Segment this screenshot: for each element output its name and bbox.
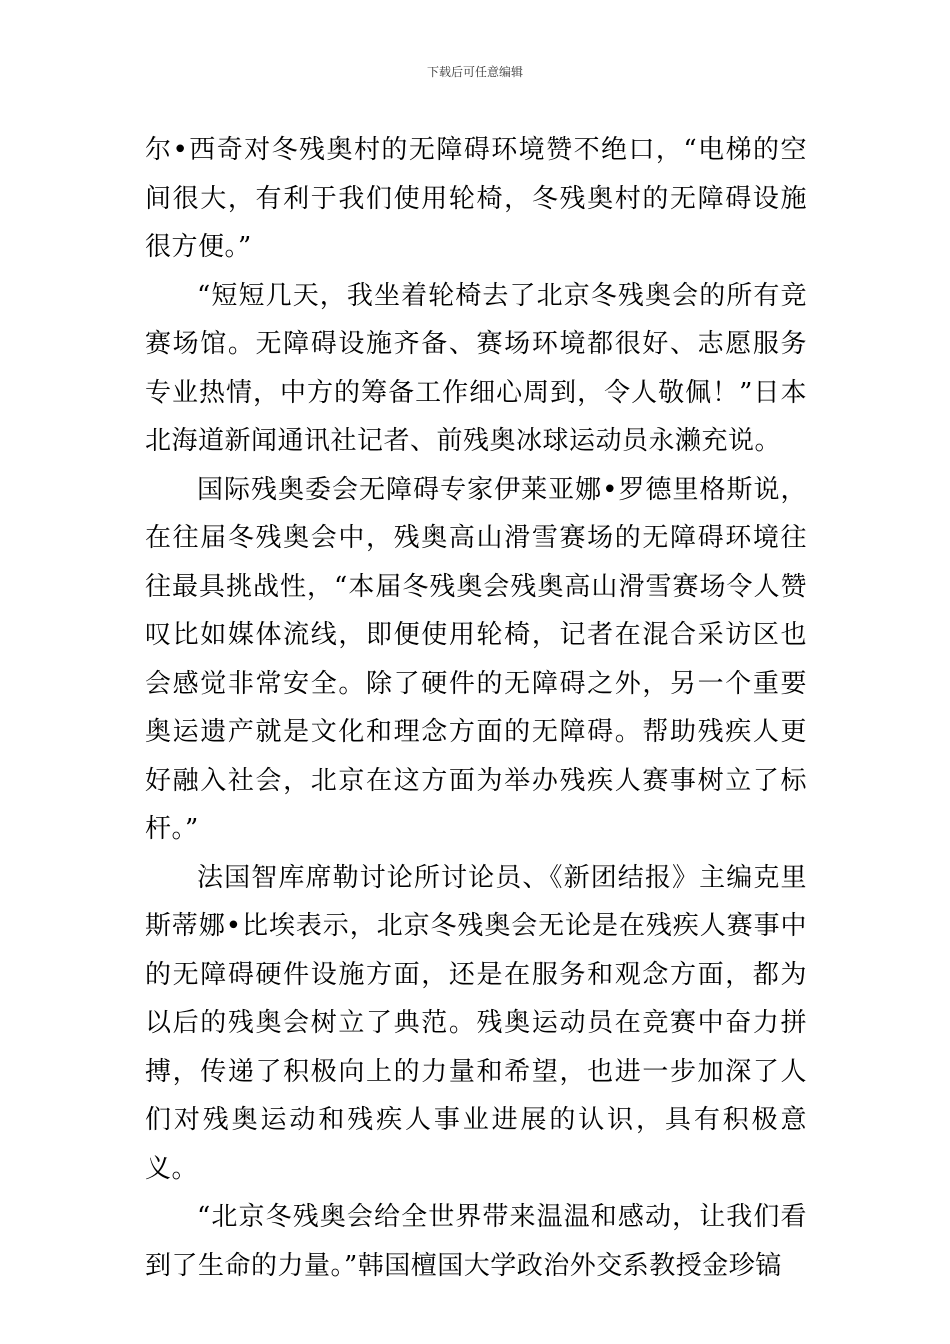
paragraph-1: 尔•西奇对冬残奥村的无障碍环境赞不绝口，“电梯的空间很大，有利于我们使用轮椅，冬残奥村的无障碍设施很方便。” bbox=[145, 135, 807, 262]
paragraph-5: “北京冬残奥会给全世界带来温温和感动，让我们看到了生命的力量。”韩国檀国大学政治外交系教授金珍镐 bbox=[145, 1202, 807, 1281]
paragraph-2: “短短几天，我坐着轮椅去了北京冬残奥会的所有竞赛场馆。无障碍设施齐备、赛场环境都很好、志愿服务专业热情，中方的筹备工作细心周到，令人敬佩！”日本北海道新闻通讯社记者、前残奥冰球运动员永濑充说。 bbox=[145, 280, 807, 456]
page-header: 下载后可任意编辑 bbox=[426, 65, 523, 79]
document-body bbox=[145, 126, 807, 1290]
paragraph-3: 国际残奥委会无障碍专家伊莱亚娜•罗德里格斯说，在往届冬残奥会中，残奥高山滑雪赛场的无障碍环境往往最具挑战性，“本届冬残奥会残奥高山滑雪赛场令人赞叹比如媒体流线，即便使用轮椅，记者在混合采访区也会感觉非常安全。除了硬件的无障碍之外，另一个重要奥运遗产就是文化和理念方面的无障碍。帮助残疾人更好融入社会，北京在这方面为举办残疾人赛事树立了标杆。” bbox=[145, 474, 807, 844]
paragraph-4: 法国智库席勒讨论所讨论员、《新团结报》主编克里斯蒂娜•比埃表示，北京冬残奥会无论是在残疾人赛事中的无障碍硬件设施方面，还是在服务和观念方面，都为以后的残奥会树立了典范。残奥运动员在竞赛中奋力拼搏，传递了积极向上的力量和希望，也进一步加深了人们对残奥运动和残疾人事业进展的认识，具有积极意义。 bbox=[145, 862, 807, 1184]
